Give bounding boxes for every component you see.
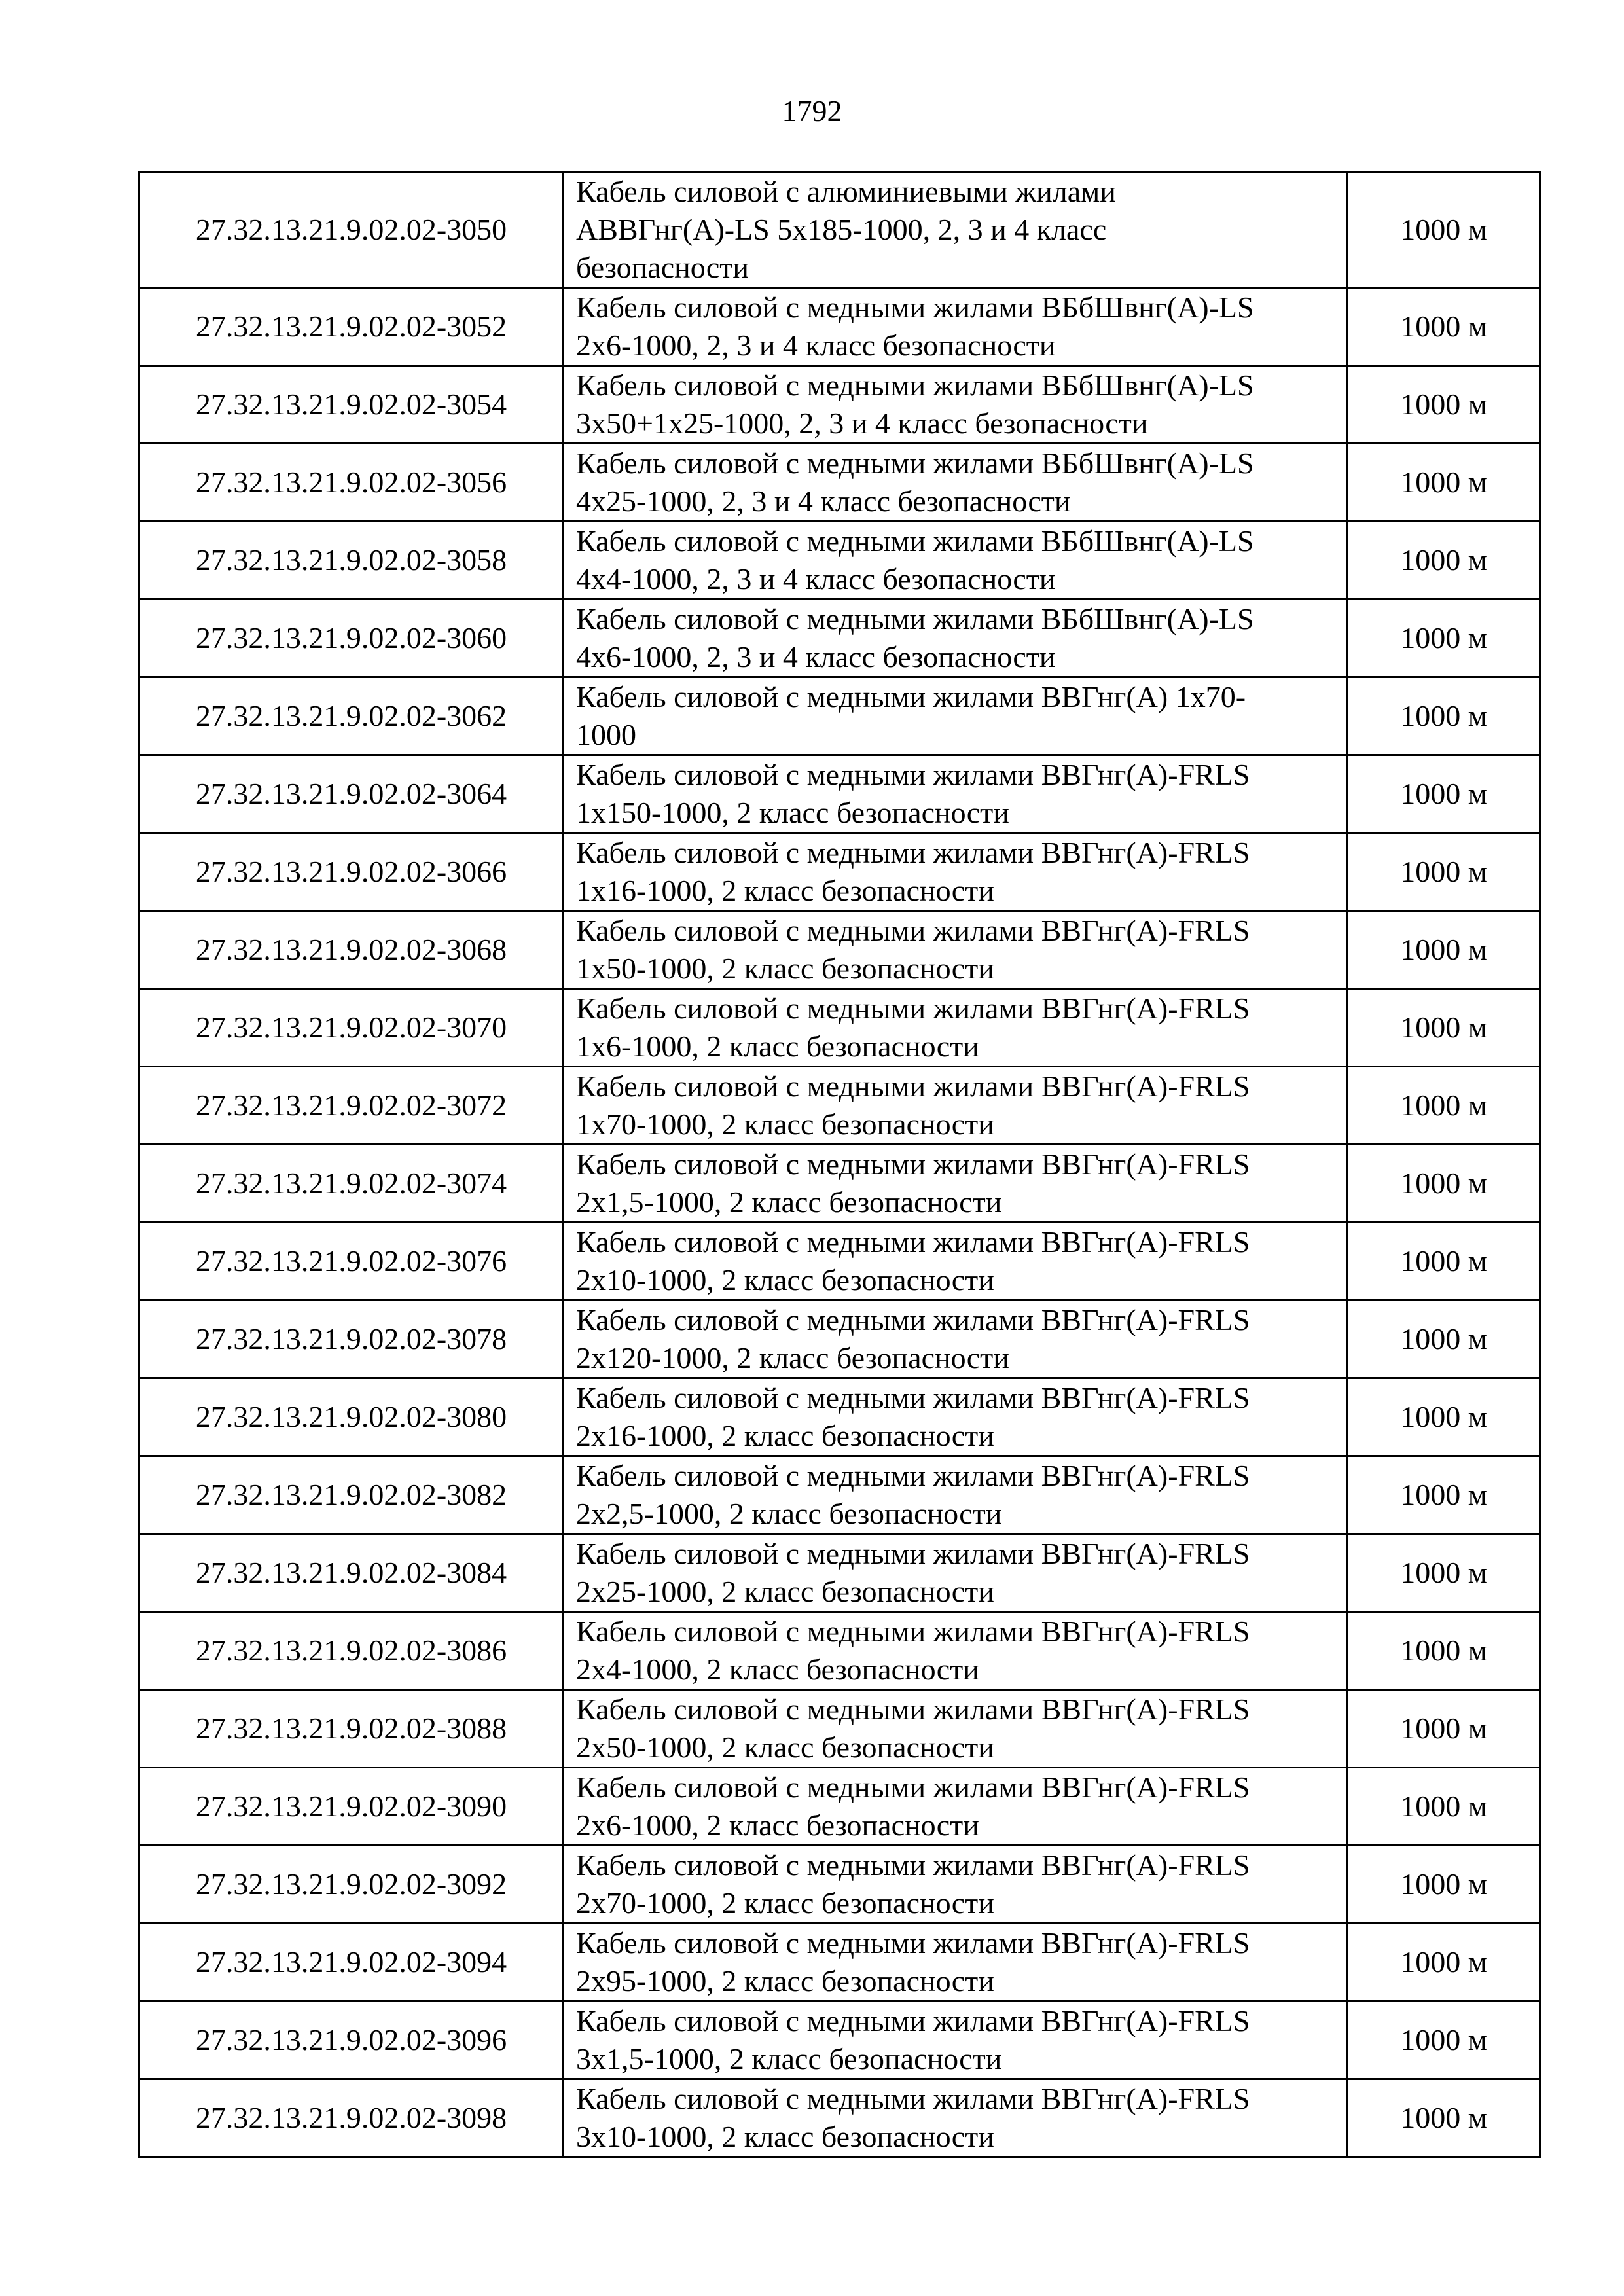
description-line: Кабель силовой с алюминиевыми жилами <box>576 175 1116 208</box>
description-line: Кабель силовой с медными жилами ВВГнг(А) 1х70- <box>576 680 1246 713</box>
description-line: 1х150-1000, 2 класс безопасности <box>576 796 1009 829</box>
description-line: Кабель силовой с медными жилами ВВГнг(А)-FRLS <box>576 1693 1250 1726</box>
unit-of-measure: 1000 м <box>1348 1145 1540 1223</box>
table-row <box>139 444 1540 522</box>
table-row <box>139 1846 1540 1924</box>
description-line: 2х25-1000, 2 класс безопасности <box>576 1575 994 1608</box>
description-line: 2х4-1000, 2 класс безопасности <box>576 1653 979 1686</box>
unit-of-measure: 1000 м <box>1348 1223 1540 1300</box>
resource-description <box>564 1612 1348 1690</box>
description-line: 3х1,5-1000, 2 класс безопасности <box>576 2042 1002 2075</box>
unit-of-measure: 1000 м <box>1348 1300 1540 1378</box>
description-line: 2х2,5-1000, 2 класс безопасности <box>576 1497 1002 1530</box>
unit-of-measure: 1000 м <box>1348 1612 1540 1690</box>
unit-of-measure: 1000 м <box>1348 677 1540 755</box>
resource-code: 27.32.13.21.9.02.02-3058 <box>139 522 564 600</box>
description-line: 2х95-1000, 2 класс безопасности <box>576 1964 994 1998</box>
table-row <box>139 1300 1540 1378</box>
table-row <box>139 677 1540 755</box>
table-body <box>139 172 1540 2157</box>
table-row <box>139 1690 1540 1768</box>
table-row <box>139 2079 1540 2157</box>
unit-of-measure: 1000 м <box>1348 366 1540 444</box>
unit-of-measure: 1000 м <box>1348 1924 1540 2001</box>
description-line: Кабель силовой с медными жилами ВВГнг(А)-FRLS <box>576 1069 1250 1103</box>
description-line: 2х10-1000, 2 класс безопасности <box>576 1263 994 1297</box>
resource-code: 27.32.13.21.9.02.02-3086 <box>139 1612 564 1690</box>
resource-description <box>564 522 1348 600</box>
description-line: 1х70-1000, 2 класс безопасности <box>576 1107 994 1141</box>
unit-of-measure: 1000 м <box>1348 1690 1540 1768</box>
description-line: 2х120-1000, 2 класс безопасности <box>576 1341 1009 1374</box>
description-line: Кабель силовой с медными жилами ВВГнг(А)-FRLS <box>576 1770 1250 1804</box>
unit-of-measure: 1000 м <box>1348 172 1540 288</box>
resource-description <box>564 1223 1348 1300</box>
unit-of-measure: 1000 м <box>1348 1456 1540 1534</box>
description-line: 2х6-1000, 2, 3 и 4 класс безопасности <box>576 329 1056 362</box>
resource-code: 27.32.13.21.9.02.02-3092 <box>139 1846 564 1924</box>
description-line: 2х50-1000, 2 класс безопасности <box>576 1731 994 1764</box>
table-row <box>139 1534 1540 1612</box>
description-line: 2х1,5-1000, 2 класс безопасности <box>576 1185 1002 1219</box>
table-row <box>139 522 1540 600</box>
resource-description <box>564 1456 1348 1534</box>
description-line: Кабель силовой с медными жилами ВВГнг(А)-FRLS <box>576 1459 1250 1492</box>
resource-description <box>564 2001 1348 2079</box>
unit-of-measure: 1000 м <box>1348 522 1540 600</box>
resource-code: 27.32.13.21.9.02.02-3090 <box>139 1768 564 1846</box>
description-line: Кабель силовой с медными жилами ВВГнг(А)-FRLS <box>576 1147 1250 1181</box>
description-line: 1х16-1000, 2 класс безопасности <box>576 874 994 907</box>
unit-of-measure: 1000 м <box>1348 600 1540 677</box>
resource-description <box>564 1846 1348 1924</box>
table-row <box>139 989 1540 1067</box>
resource-code: 27.32.13.21.9.02.02-3056 <box>139 444 564 522</box>
description-line: Кабель силовой с медными жилами ВБбШвнг(А)-LS <box>576 446 1254 480</box>
table-row <box>139 1456 1540 1534</box>
unit-of-measure: 1000 м <box>1348 755 1540 833</box>
description-line: Кабель силовой с медными жилами ВВГнг(А)-FRLS <box>576 2082 1250 2115</box>
resource-description <box>564 444 1348 522</box>
resource-description <box>564 600 1348 677</box>
unit-of-measure: 1000 м <box>1348 1067 1540 1145</box>
description-line: Кабель силовой с медными жилами ВВГнг(А)-FRLS <box>576 1381 1250 1414</box>
description-line: АВВГнг(А)-LS 5х185-1000, 2, 3 и 4 класс <box>576 213 1107 246</box>
description-line: Кабель силовой с медными жилами ВВГнг(А)-FRLS <box>576 1537 1250 1570</box>
unit-of-measure: 1000 м <box>1348 833 1540 911</box>
table-row <box>139 288 1540 366</box>
resource-code: 27.32.13.21.9.02.02-3062 <box>139 677 564 755</box>
resource-code: 27.32.13.21.9.02.02-3060 <box>139 600 564 677</box>
table-row <box>139 600 1540 677</box>
table-row <box>139 172 1540 288</box>
description-line: 4х4-1000, 2, 3 и 4 класс безопасности <box>576 562 1056 596</box>
table-row <box>139 1378 1540 1456</box>
table-row <box>139 1145 1540 1223</box>
description-line: 2х6-1000, 2 класс безопасности <box>576 1808 979 1842</box>
description-line: Кабель силовой с медными жилами ВБбШвнг(А)-LS <box>576 602 1254 636</box>
table-row <box>139 755 1540 833</box>
unit-of-measure: 1000 м <box>1348 1846 1540 1924</box>
description-line: Кабель силовой с медными жилами ВВГнг(А)-FRLS <box>576 1303 1250 1336</box>
resource-code: 27.32.13.21.9.02.02-3054 <box>139 366 564 444</box>
resource-description <box>564 911 1348 989</box>
resource-description <box>564 172 1348 288</box>
resource-code: 27.32.13.21.9.02.02-3096 <box>139 2001 564 2079</box>
description-line: Кабель силовой с медными жилами ВВГнг(А)-FRLS <box>576 758 1250 791</box>
resource-code: 27.32.13.21.9.02.02-3074 <box>139 1145 564 1223</box>
description-line: 4х6-1000, 2, 3 и 4 класс безопасности <box>576 640 1056 673</box>
unit-of-measure: 1000 м <box>1348 288 1540 366</box>
resource-description <box>564 1378 1348 1456</box>
resource-description <box>564 1300 1348 1378</box>
description-line: Кабель силовой с медными жилами ВБбШвнг(А)-LS <box>576 524 1254 558</box>
resource-code: 27.32.13.21.9.02.02-3066 <box>139 833 564 911</box>
unit-of-measure: 1000 м <box>1348 2079 1540 2157</box>
unit-of-measure: 1000 м <box>1348 1768 1540 1846</box>
resource-code: 27.32.13.21.9.02.02-3078 <box>139 1300 564 1378</box>
resource-description <box>564 989 1348 1067</box>
table-row <box>139 1223 1540 1300</box>
description-line: 1000 <box>576 718 636 751</box>
description-line: 2х16-1000, 2 класс безопасности <box>576 1419 994 1452</box>
resource-table <box>138 171 1541 2158</box>
resource-code: 27.32.13.21.9.02.02-3098 <box>139 2079 564 2157</box>
table-row <box>139 2001 1540 2079</box>
resource-code: 27.32.13.21.9.02.02-3050 <box>139 172 564 288</box>
unit-of-measure: 1000 м <box>1348 1534 1540 1612</box>
description-line: 3х50+1х25-1000, 2, 3 и 4 класс безопасности <box>576 406 1148 440</box>
resource-description <box>564 2079 1348 2157</box>
resource-code: 27.32.13.21.9.02.02-3068 <box>139 911 564 989</box>
description-line: безопасности <box>576 251 749 284</box>
description-line: Кабель силовой с медными жилами ВВГнг(А)-FRLS <box>576 1848 1250 1882</box>
table-row <box>139 1612 1540 1690</box>
page-number: 1792 <box>782 94 842 128</box>
resource-code: 27.32.13.21.9.02.02-3094 <box>139 1924 564 2001</box>
resource-code: 27.32.13.21.9.02.02-3088 <box>139 1690 564 1768</box>
resource-code: 27.32.13.21.9.02.02-3082 <box>139 1456 564 1534</box>
description-line: Кабель силовой с медными жилами ВВГнг(А)-FRLS <box>576 2004 1250 2037</box>
resource-description <box>564 1768 1348 1846</box>
resource-description <box>564 1067 1348 1145</box>
description-line: 3х10-1000, 2 класс безопасности <box>576 2120 994 2153</box>
resource-code: 27.32.13.21.9.02.02-3064 <box>139 755 564 833</box>
resource-description <box>564 288 1348 366</box>
description-line: Кабель силовой с медными жилами ВВГнг(А)-FRLS <box>576 1926 1250 1960</box>
description-line: 1х50-1000, 2 класс безопасности <box>576 952 994 985</box>
description-line: Кабель силовой с медными жилами ВВГнг(А)-FRLS <box>576 1225 1250 1259</box>
resource-description <box>564 366 1348 444</box>
description-line: Кабель силовой с медными жилами ВБбШвнг(А)-LS <box>576 368 1254 402</box>
table-row <box>139 1768 1540 1846</box>
table-row <box>139 1924 1540 2001</box>
resource-code: 27.32.13.21.9.02.02-3072 <box>139 1067 564 1145</box>
unit-of-measure: 1000 м <box>1348 1378 1540 1456</box>
resource-description <box>564 1924 1348 2001</box>
resource-description <box>564 1690 1348 1768</box>
table-row <box>139 366 1540 444</box>
table-row <box>139 833 1540 911</box>
unit-of-measure: 1000 м <box>1348 444 1540 522</box>
description-line: 4х25-1000, 2, 3 и 4 класс безопасности <box>576 484 1071 518</box>
description-line: 2х70-1000, 2 класс безопасности <box>576 1886 994 1920</box>
unit-of-measure: 1000 м <box>1348 911 1540 989</box>
description-line: Кабель силовой с медными жилами ВВГнг(А)-FRLS <box>576 914 1250 947</box>
resource-description <box>564 833 1348 911</box>
description-line: Кабель силовой с медными жилами ВВГнг(А)-FRLS <box>576 1615 1250 1648</box>
resource-code: 27.32.13.21.9.02.02-3076 <box>139 1223 564 1300</box>
resource-code: 27.32.13.21.9.02.02-3052 <box>139 288 564 366</box>
description-line: Кабель силовой с медными жилами ВВГнг(А)-FRLS <box>576 836 1250 869</box>
resource-code: 27.32.13.21.9.02.02-3070 <box>139 989 564 1067</box>
unit-of-measure: 1000 м <box>1348 989 1540 1067</box>
resource-description <box>564 677 1348 755</box>
description-line: Кабель силовой с медными жилами ВБбШвнг(А)-LS <box>576 291 1254 324</box>
resource-description <box>564 1534 1348 1612</box>
resource-description <box>564 1145 1348 1223</box>
resource-code: 27.32.13.21.9.02.02-3080 <box>139 1378 564 1456</box>
table-row <box>139 1067 1540 1145</box>
description-line: Кабель силовой с медными жилами ВВГнг(А)-FRLS <box>576 992 1250 1025</box>
description-line: 1х6-1000, 2 класс безопасности <box>576 1030 979 1063</box>
resource-description <box>564 755 1348 833</box>
unit-of-measure: 1000 м <box>1348 2001 1540 2079</box>
table-row <box>139 911 1540 989</box>
resource-code: 27.32.13.21.9.02.02-3084 <box>139 1534 564 1612</box>
